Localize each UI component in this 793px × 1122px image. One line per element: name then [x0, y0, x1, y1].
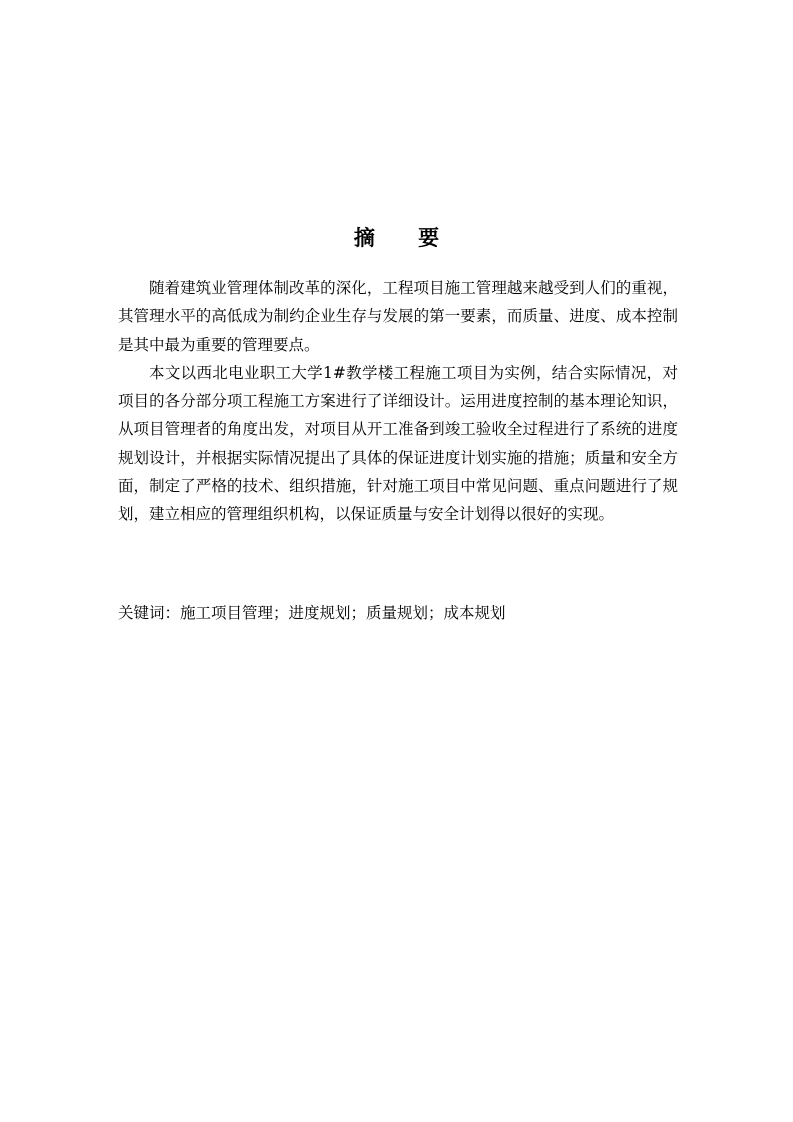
abstract-title: 摘 要 — [353, 226, 458, 250]
abstract-paragraph-2: 本文以西北电业职工大学1#教学楼工程施工项目为实例，结合实际情况，对项目的各分部分项工程施工方案进行了详细设计。运用进度控制的基本理论知识，从项目管理者的角度出发，对项目从开工准备到竣工验收全过程进行了系统的进度规划设计，并根据实际情况提出了具体的保证进度计划实施的措施；质量和安全方面，制定了严格的技术、组织措施，针对施工项目中常见问题、重点问题进行了规划，建立相应的管理组织机构，以保证质量与安全计划得以很好的实现。 — [118, 363, 678, 524]
abstract-paragraph-1: 随着建筑业管理体制改革的深化，工程项目施工管理越来越受到人们的重视，其管理水平的高低成为制约企业生存与发展的第一要素，而质量、进度、成本控制是其中最为重要的管理要点。 — [118, 279, 678, 354]
keywords-line: 关键词：施工项目管理；进度规划；质量规划；成本规划 — [118, 604, 506, 622]
abstract-body — [118, 274, 678, 529]
